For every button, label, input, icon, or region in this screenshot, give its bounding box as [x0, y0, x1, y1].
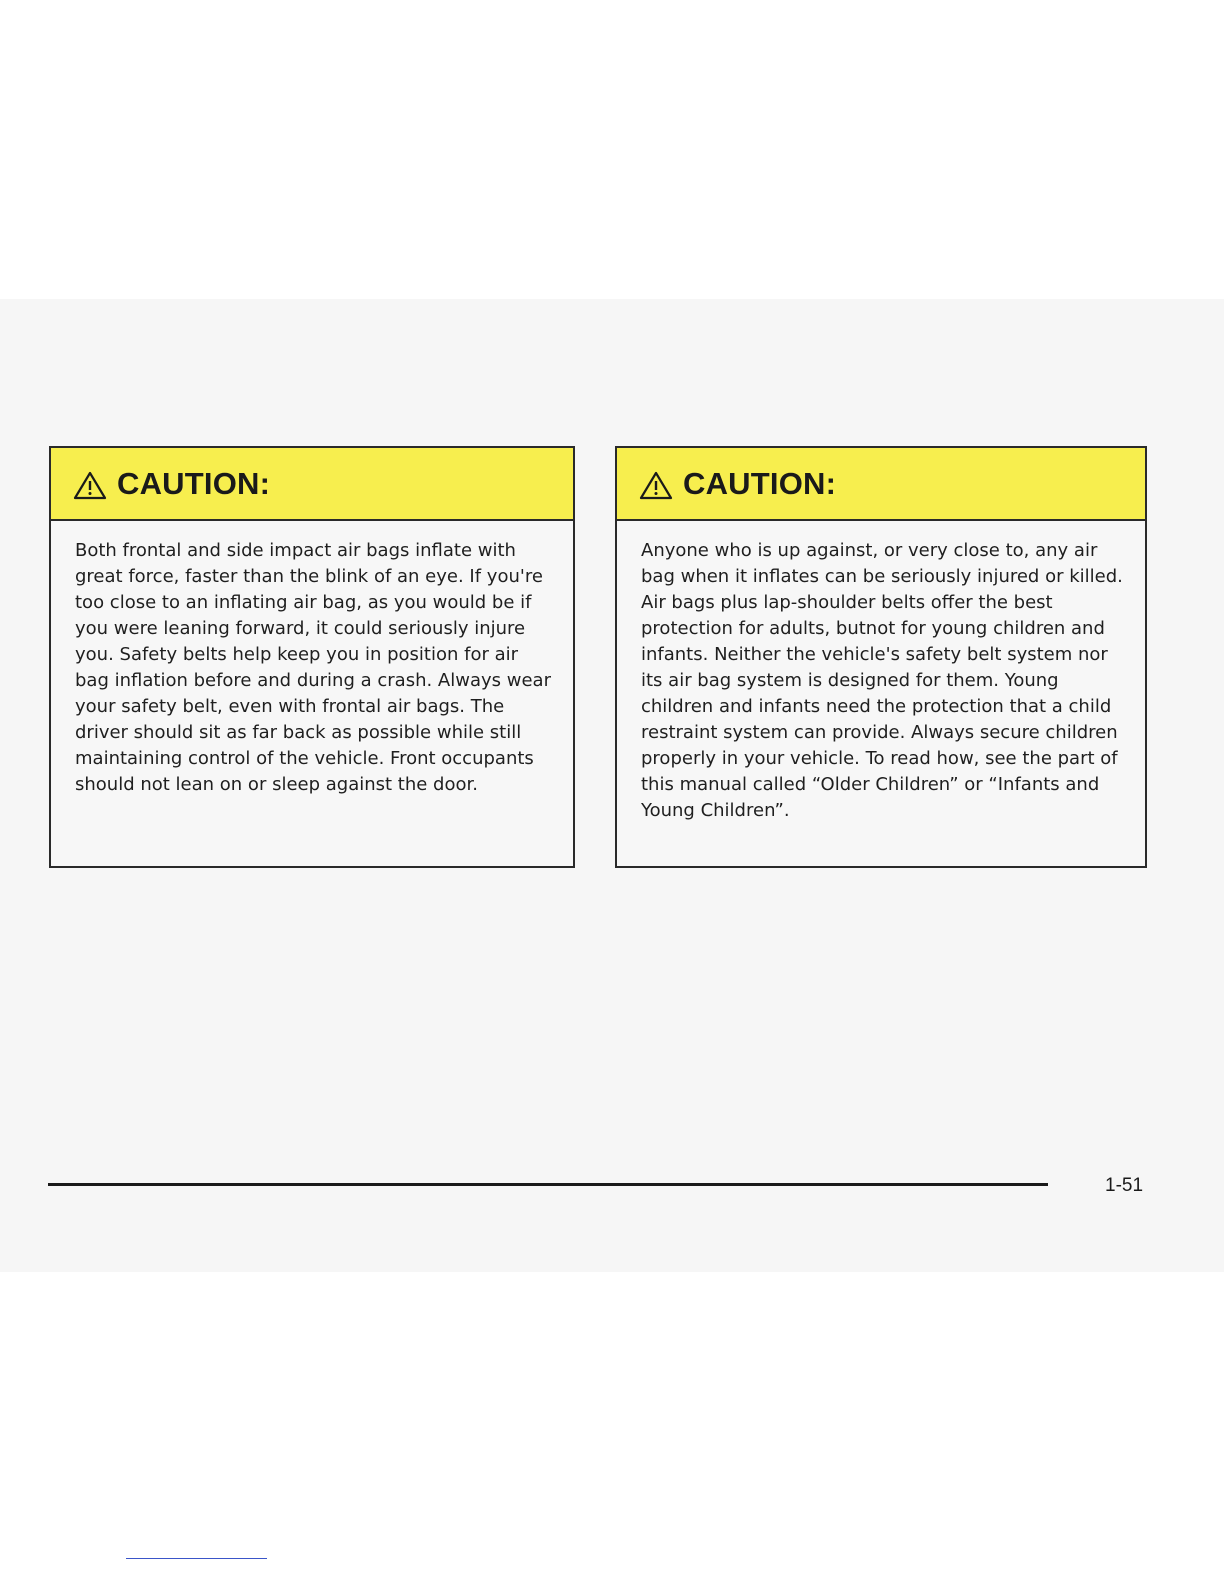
page-number: 1-51 [1105, 1175, 1144, 1196]
warning-triangle-icon [639, 470, 673, 500]
caution-title: CAUTION: [683, 465, 837, 501]
caution-title: CAUTION: [117, 465, 271, 501]
caution-box-right [615, 446, 1147, 868]
caution-text: Both frontal and side impact air bags inflate with great force, faster than the blink of an eye. If you're too close to an inflating air bag, as you would be if you were leaning forward, it could seriously injure you. Safety belts help keep you in position for air bag inflation before and during a crash. Always wear your safety belt, even with frontal air bags. The driver should sit as far back as possible while still maintaining control of the vehicle. Front occupants should not lean on or sleep against the door. [75, 540, 551, 795]
caution-header [51, 448, 573, 521]
caution-box-left [49, 446, 575, 868]
caution-text: Anyone who is up against, or very close to, any air bag when it inflates can be seriously injured or killed. Air bags plus lap-shoulder belts offer the best protection for adults, butnot for young children and infants. Neither the vehicle's safety belt system nor its air bag system is designed for them. Young children and infants need the protection that a child restraint system can provide. Always secure children properly in your vehicle. To read how, see the part of this manual called “Older Children” or “Infants and Young Children”. [641, 540, 1123, 821]
caution-header [617, 448, 1145, 521]
link-underline [126, 1558, 267, 1559]
footer-rule [48, 1183, 1048, 1186]
warning-triangle-icon [73, 470, 107, 500]
